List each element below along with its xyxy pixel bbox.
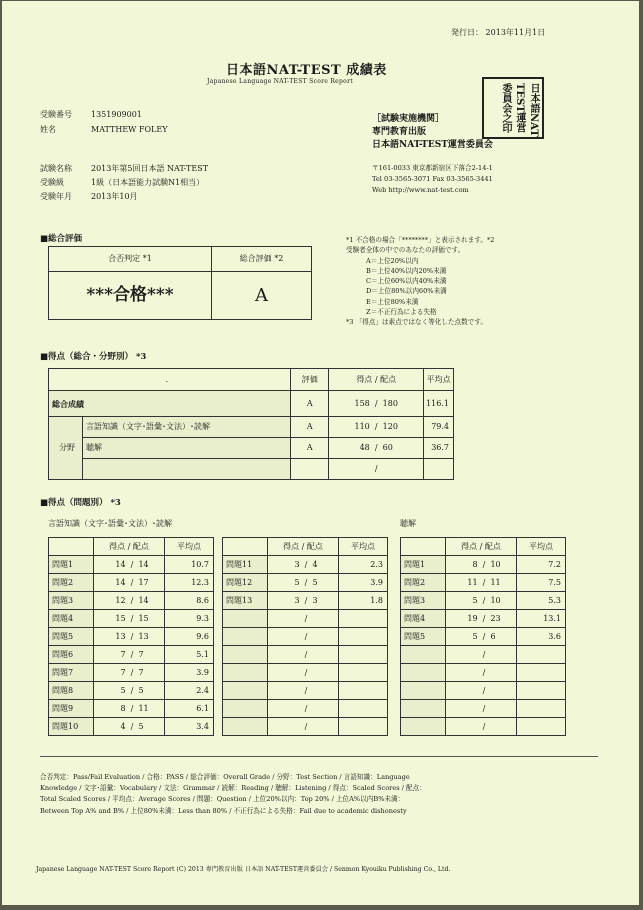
footer-copyright: Japanese Language NAT-TEST Score Report (C) 2013 専門教育出版 日本語 NAT-TEST運営委員会 / Senmon Kyouiku Publishing Co., Ltd. <box>36 866 451 873</box>
question-score <box>446 556 517 574</box>
issue-date-value: 2013年11月1日 <box>485 28 546 37</box>
question-score-slash: / <box>304 685 308 695</box>
section-avg: 79.4 <box>424 417 454 438</box>
section-score-empty: / <box>329 459 424 480</box>
question-label: 問題9 <box>49 700 94 718</box>
question-score-slash: / <box>130 595 134 605</box>
organizer-contact <box>372 163 493 196</box>
section-header-score: 得点 / 配点 <box>329 369 424 391</box>
organizer-name-2: 日本語NAT-TEST運営委員会 <box>372 140 493 150</box>
question-row <box>223 646 388 664</box>
section-avg-empty <box>424 459 454 480</box>
question-label <box>401 664 446 682</box>
question-score <box>446 700 517 718</box>
total-score: 158 / 180 <box>329 391 424 417</box>
question-score <box>446 574 517 592</box>
question-avg <box>339 610 388 628</box>
question-row <box>401 682 566 700</box>
issue-date-label: 発行日： <box>451 28 483 37</box>
question-label: 問題10 <box>49 718 94 736</box>
question-score-slash: / <box>130 631 134 641</box>
note-grade-e: E＝上位80%未満 <box>366 297 419 306</box>
question-avg: 10.7 <box>165 556 214 574</box>
question-score <box>268 556 339 574</box>
question-score-value: 13 <box>115 631 126 641</box>
exam-level-label: 受験級 <box>40 178 64 187</box>
question-avg <box>339 628 388 646</box>
question-avg <box>339 664 388 682</box>
question-score-slash: / <box>482 721 486 731</box>
question-score-max: 10 <box>490 559 501 569</box>
question-score-value: 14 <box>115 559 126 569</box>
question-score-max: 7 <box>138 667 144 677</box>
note-grade-b: B＝上位40%以内20%未満 <box>366 266 447 275</box>
question-score <box>446 592 517 610</box>
organizer-web: Web http://www.nat-test.com <box>372 186 469 194</box>
question-score-slash: / <box>130 703 134 713</box>
question-avg <box>339 682 388 700</box>
examinee-name: MATTHEW FOLEY <box>91 125 168 134</box>
question-score-max: 11 <box>490 577 501 587</box>
question-label <box>401 700 446 718</box>
question-avg: 7.2 <box>517 556 566 574</box>
exam-name: 2013年第5回日本語 NAT-TEST <box>91 164 209 173</box>
section-name: 言語知識（文字･語彙･文法）･読解 <box>83 417 291 438</box>
question-score <box>268 628 339 646</box>
question-score-slash: / <box>304 613 308 623</box>
section-score: 110 / 120 <box>329 417 424 438</box>
question-score <box>94 574 165 592</box>
question-score-value: 3 <box>294 595 300 605</box>
question-score-value: 5 <box>120 685 126 695</box>
question-avg: 8.6 <box>165 592 214 610</box>
question-label: 問題6 <box>49 646 94 664</box>
note-2: 受験者全体の中でのあなたの評価です。 <box>346 246 465 255</box>
grading-notes <box>346 235 494 328</box>
page-title: 日本語NAT-TEST 成績表 <box>226 63 387 78</box>
question-score <box>268 682 339 700</box>
question-label <box>223 700 268 718</box>
section-score-value: 48 <box>359 443 370 452</box>
question-score <box>94 556 165 574</box>
question-label <box>223 664 268 682</box>
question-score-value: 14 <box>115 577 126 587</box>
examinee-number-label: 受験番号 <box>40 110 72 119</box>
glossary <box>40 772 426 817</box>
question-score-value: 4 <box>120 721 126 731</box>
question-score-max: 23 <box>490 613 501 623</box>
section-header-grade: 評価 <box>291 369 329 391</box>
organizer-address: 〒161-0033 東京都新宿区下落合2-14-1 <box>372 164 493 172</box>
question-row <box>223 700 388 718</box>
question-score-max: 10 <box>490 595 501 605</box>
question-row <box>401 592 566 610</box>
question-label: 問題12 <box>223 574 268 592</box>
question-score-slash: / <box>304 559 308 569</box>
question-score-max: 3 <box>312 595 318 605</box>
question-label: 問題4 <box>49 610 94 628</box>
seal-col-2: TEST運営 <box>514 83 525 133</box>
question-score <box>268 718 339 736</box>
question-score-slash: / <box>130 685 134 695</box>
question-score-value: 3 <box>294 559 300 569</box>
question-row <box>223 628 388 646</box>
question-avg: 3.9 <box>339 574 388 592</box>
score-report-page <box>2 1 639 905</box>
question-header-score: 得点 / 配点 <box>268 538 339 556</box>
total-avg: 116.1 <box>424 391 454 417</box>
question-row <box>401 664 566 682</box>
question-score-slash: / <box>482 559 486 569</box>
organizer-block <box>372 113 493 152</box>
question-score-slash: / <box>130 667 134 677</box>
question-score-slash: / <box>130 721 134 731</box>
question-avg: 9.3 <box>165 610 214 628</box>
question-label: 問題4 <box>401 610 446 628</box>
question-score-max: 14 <box>138 595 149 605</box>
question-score-max: 14 <box>138 559 149 569</box>
exam-level: 1級（日本語能力試験N1相当） <box>91 178 205 187</box>
question-header-avg: 平均点 <box>165 538 214 556</box>
total-score-max: 180 <box>382 398 398 408</box>
question-row <box>49 610 214 628</box>
question-label: 問題2 <box>401 574 446 592</box>
question-score <box>446 682 517 700</box>
question-score <box>446 646 517 664</box>
question-scores-title: ■得点（問題別） *3 <box>40 498 121 508</box>
question-row <box>49 682 214 700</box>
question-score-slash: / <box>304 631 308 641</box>
pass-fail-header: 合否判定 *1 <box>49 247 212 272</box>
question-row <box>49 592 214 610</box>
overall-grade-result: A <box>212 272 312 320</box>
question-row <box>223 718 388 736</box>
question-table-1 <box>48 537 214 736</box>
section-avg: 36.7 <box>424 438 454 459</box>
question-score-slash: / <box>130 613 134 623</box>
question-score-max: 7 <box>138 649 144 659</box>
glossary-line-4: Between Top A% and B% / 上位80%未満：Less than 80% / 不正行為による失格：Fail due to academic dishonesty <box>40 806 407 815</box>
question-score-value: 5 <box>472 631 478 641</box>
question-header-avg: 平均点 <box>517 538 566 556</box>
pass-fail-result: ***合格*** <box>49 272 212 320</box>
question-row <box>223 664 388 682</box>
question-header-avg: 平均点 <box>339 538 388 556</box>
section-row-empty <box>49 459 454 480</box>
question-score-value: 5 <box>472 595 478 605</box>
question-score-slash: / <box>482 685 486 695</box>
question-score-value: 8 <box>472 559 478 569</box>
question-label <box>223 610 268 628</box>
question-header-blank <box>401 538 446 556</box>
question-score <box>94 664 165 682</box>
question-score-value: 12 <box>115 595 126 605</box>
note-1: *1 不合格の場合「********」と表示されます。*2 <box>346 236 495 244</box>
question-score-max: 13 <box>138 631 149 641</box>
question-score <box>94 610 165 628</box>
glossary-line-3: Total Scaled Scores / 平均点：Average Scores / 問題：Question / 上位20%以内：Top 20% / 上位A%以内B%未満： <box>40 795 405 804</box>
question-avg <box>339 700 388 718</box>
question-row <box>49 646 214 664</box>
question-label: 問題5 <box>49 628 94 646</box>
question-row <box>401 574 566 592</box>
overall-section-title: ■総合評価 <box>40 234 83 244</box>
question-score-max: 6 <box>490 631 496 641</box>
glossary-line-2: Knowledge / 文字･語彙：Vocabulary / 文法：Grammar / 読解：Reading / 聴解：Listening / 得点：Scaled Scores / 配点： <box>40 784 426 793</box>
question-avg: 6.1 <box>165 700 214 718</box>
listening-group-title: 聴解 <box>400 519 416 528</box>
glossary-divider <box>40 756 598 757</box>
question-score-slash: / <box>482 631 486 641</box>
overall-table <box>48 246 312 320</box>
question-avg <box>339 718 388 736</box>
question-score-slash: / <box>482 613 486 623</box>
page-subtitle: Japanese Language NAT-TEST Score Report <box>207 78 353 85</box>
question-header-blank <box>223 538 268 556</box>
question-score-slash: / <box>482 649 486 659</box>
question-score <box>94 646 165 664</box>
question-score-value: 11 <box>467 577 478 587</box>
question-score-slash: / <box>304 721 308 731</box>
question-label: 問題5 <box>401 628 446 646</box>
question-row <box>49 664 214 682</box>
seal-col-1: 日本語NAT <box>528 83 539 137</box>
organizer-tel: Tel 03-3565-3071 Fax 03-3565-3441 <box>372 175 493 183</box>
question-label <box>401 682 446 700</box>
question-label: 問題8 <box>49 682 94 700</box>
section-scores-title: ■得点（総合・分野別） *3 <box>40 352 147 362</box>
organizer-name-1: 専門教育出版 <box>372 127 427 137</box>
question-label <box>223 682 268 700</box>
examinee-name-label: 姓名 <box>40 125 56 134</box>
question-header-row <box>49 538 214 556</box>
question-label: 問題3 <box>49 592 94 610</box>
question-row <box>49 556 214 574</box>
question-score-slash: / <box>130 559 134 569</box>
question-score-value: 15 <box>115 613 126 623</box>
question-header-score: 得点 / 配点 <box>94 538 165 556</box>
question-table-3 <box>400 537 566 736</box>
question-score-max: 5 <box>138 685 144 695</box>
question-score <box>446 610 517 628</box>
question-avg: 2.3 <box>339 556 388 574</box>
question-row <box>49 628 214 646</box>
question-score-slash: / <box>130 577 134 587</box>
note-grade-z: Z＝不正行為による失格 <box>366 308 437 317</box>
question-score-max: 11 <box>138 703 149 713</box>
question-score-slash: / <box>482 595 486 605</box>
question-row <box>223 592 388 610</box>
question-avg <box>517 664 566 682</box>
total-row <box>49 391 454 417</box>
question-score-value: 5 <box>294 577 300 587</box>
question-row <box>223 556 388 574</box>
question-score-slash: / <box>304 703 308 713</box>
question-score-slash: / <box>304 595 308 605</box>
question-row <box>401 718 566 736</box>
question-row <box>49 574 214 592</box>
section-name-empty <box>83 459 291 480</box>
question-label <box>223 628 268 646</box>
question-avg <box>517 682 566 700</box>
question-avg <box>517 718 566 736</box>
question-avg: 1.8 <box>339 592 388 610</box>
section-grade: A <box>291 417 329 438</box>
question-label <box>223 646 268 664</box>
question-label: 問題13 <box>223 592 268 610</box>
question-header-blank <box>49 538 94 556</box>
question-row <box>401 610 566 628</box>
question-label: 問題3 <box>401 592 446 610</box>
question-label <box>223 718 268 736</box>
question-score-slash: / <box>482 703 486 713</box>
question-avg <box>339 646 388 664</box>
section-header-blank: ． <box>49 369 291 391</box>
question-header-row <box>223 538 388 556</box>
question-avg <box>517 646 566 664</box>
question-label: 問題1 <box>49 556 94 574</box>
question-score <box>268 592 339 610</box>
question-header-row <box>401 538 566 556</box>
total-grade: A <box>291 391 329 417</box>
question-row <box>401 700 566 718</box>
section-score-max: 120 <box>382 422 398 431</box>
section-score: 48 / 60 <box>329 438 424 459</box>
question-score-max: 17 <box>138 577 149 587</box>
question-avg: 3.4 <box>165 718 214 736</box>
question-row <box>223 574 388 592</box>
question-table-2 <box>222 537 388 736</box>
question-avg: 12.3 <box>165 574 214 592</box>
examinee-number: 1351909001 <box>91 110 142 119</box>
question-score-value: 8 <box>120 703 126 713</box>
section-header-avg: 平均点 <box>424 369 454 391</box>
question-score-max: 15 <box>138 613 149 623</box>
question-score <box>94 682 165 700</box>
question-avg: 13.1 <box>517 610 566 628</box>
exam-date: 2013年10月 <box>91 192 138 201</box>
overall-grade-header: 総合評価 *2 <box>212 247 312 272</box>
question-label: 問題11 <box>223 556 268 574</box>
question-score-slash: / <box>130 649 134 659</box>
question-score <box>94 592 165 610</box>
section-grade: A <box>291 438 329 459</box>
section-row <box>49 438 454 459</box>
question-score <box>94 700 165 718</box>
section-score-max: 60 <box>382 443 393 452</box>
question-score <box>268 664 339 682</box>
question-score <box>268 700 339 718</box>
question-avg: 5.1 <box>165 646 214 664</box>
question-avg: 3.6 <box>517 628 566 646</box>
organizer-label: ［試験実施機関］ <box>372 114 445 124</box>
question-score-value: 7 <box>120 649 126 659</box>
question-avg: 3.9 <box>165 664 214 682</box>
note-3: *3 「得点」は素点ではなく等化した点数です。 <box>346 318 487 327</box>
issue-date <box>451 29 545 37</box>
section-score-value: 110 <box>354 422 370 431</box>
section-label: 分野 <box>49 417 83 480</box>
question-score <box>446 718 517 736</box>
question-avg: 5.3 <box>517 592 566 610</box>
question-row <box>223 682 388 700</box>
question-label: 問題2 <box>49 574 94 592</box>
question-score-max: 4 <box>312 559 318 569</box>
question-row <box>49 700 214 718</box>
question-score-max: 5 <box>138 721 144 731</box>
question-label: 問題1 <box>401 556 446 574</box>
question-score-value: 19 <box>467 613 478 623</box>
question-score <box>94 718 165 736</box>
note-grade-a: A＝上位20%以内 <box>366 256 419 265</box>
section-row <box>49 417 454 438</box>
note-grade-d: D＝上位80%以内60%未満 <box>366 287 447 296</box>
question-row <box>401 646 566 664</box>
question-score <box>446 664 517 682</box>
total-label: 総合成績 <box>49 391 291 417</box>
question-score-slash: / <box>304 577 308 587</box>
section-name: 聴解 <box>83 438 291 459</box>
total-score-value: 158 <box>354 398 370 408</box>
section-scores-table <box>48 368 454 480</box>
question-score-slash: / <box>482 667 486 677</box>
question-score-slash: / <box>482 577 486 587</box>
question-row <box>401 628 566 646</box>
note-grade-c: C＝上位60%以内40%未満 <box>366 277 447 286</box>
question-score <box>268 610 339 628</box>
question-header-score: 得点 / 配点 <box>446 538 517 556</box>
question-score-slash: / <box>304 667 308 677</box>
question-score <box>446 628 517 646</box>
question-row <box>223 610 388 628</box>
question-avg: 2.4 <box>165 682 214 700</box>
question-avg <box>517 700 566 718</box>
question-label <box>401 646 446 664</box>
seal-col-3: 委員会之印 <box>500 83 511 133</box>
question-score <box>268 574 339 592</box>
question-row <box>401 556 566 574</box>
glossary-line-1: 合否判定：Pass/Fail Evaluation / 合格：PASS / 総合評価：Overall Grade / 分野：Test Section / 言語知識：Language <box>40 773 410 781</box>
exam-date-label: 受験年月 <box>40 192 72 201</box>
question-score-slash: / <box>304 649 308 659</box>
question-score-max: 5 <box>312 577 318 587</box>
section-grade-empty <box>291 459 329 480</box>
question-row <box>49 718 214 736</box>
question-label <box>401 718 446 736</box>
exam-name-label: 試験名称 <box>40 164 72 173</box>
question-avg: 7.5 <box>517 574 566 592</box>
question-score-value: 7 <box>120 667 126 677</box>
question-label: 問題7 <box>49 664 94 682</box>
question-avg: 9.6 <box>165 628 214 646</box>
language-group-title: 言語知識（文字･語彙･文法）･読解 <box>48 519 172 528</box>
question-score <box>268 646 339 664</box>
question-score <box>94 628 165 646</box>
